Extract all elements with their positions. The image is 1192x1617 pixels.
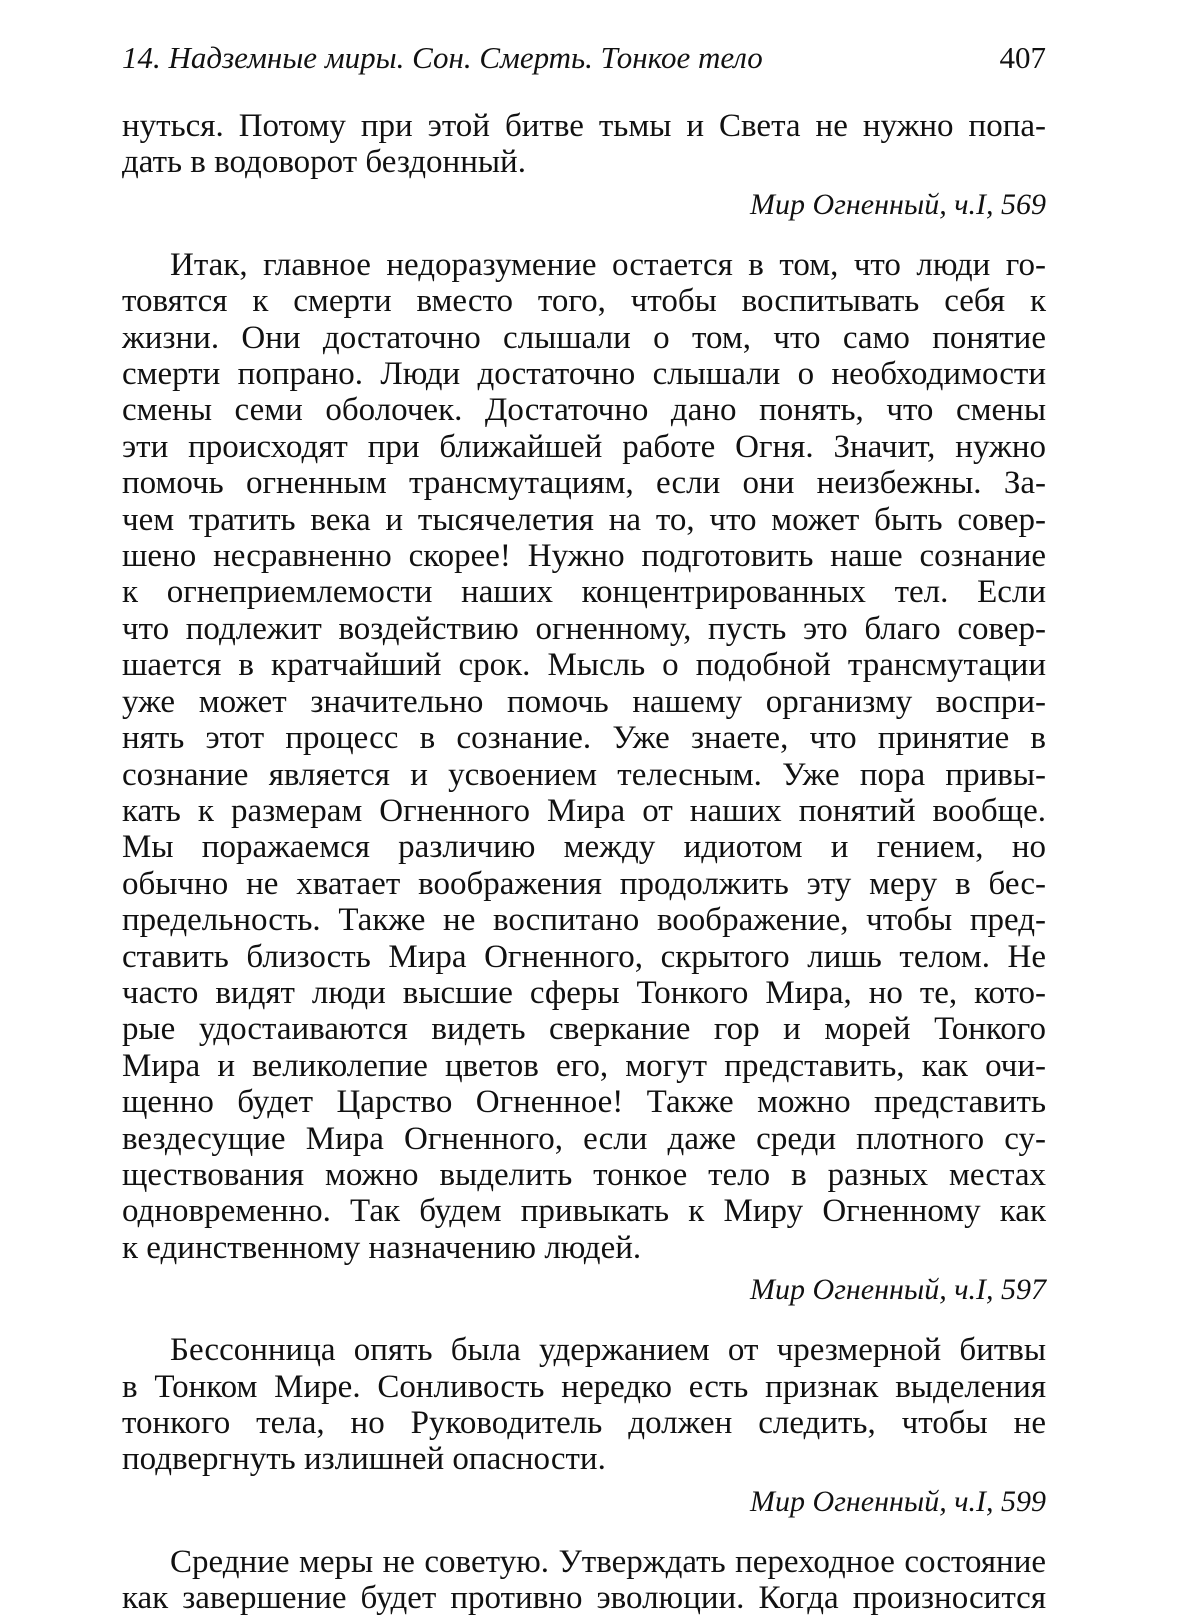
text-line: тонкого тела, но Руководитель должен следить, чтобы не: [122, 1405, 1046, 1441]
chapter-title: 14. Надземные миры. Сон. Смерть. Тонкое тело: [122, 40, 763, 75]
text-line: дать в водоворот бездонный.: [122, 144, 526, 181]
page-body: [122, 108, 1046, 1617]
text-line: предельность. Также не воспитано воображение, чтобы пред-: [122, 902, 1046, 939]
text-line: к единственному назначению людей.: [122, 1229, 642, 1266]
text-line: ставить близость Мира Огненного, скрытого лишь телом. Не: [122, 938, 1046, 975]
text-line: одновременно. Так будем привыкать к Миру Огненному как: [122, 1193, 1046, 1230]
paragraph: [122, 1332, 1046, 1478]
text-line: Итак, главное недоразумение остается в том, что люди го-: [170, 246, 1046, 283]
text-line: что подлежит воздействию огненному, пусть это благо совер-: [122, 610, 1046, 647]
text-line: товятся к смерти вместо того, чтобы воспитывать себя к: [122, 283, 1046, 320]
paragraph: [122, 247, 1046, 1266]
book-page: [122, 38, 1046, 1617]
text-line: жизни. Они достаточно слышали о том, что само понятие: [122, 319, 1046, 356]
text-line: Мира и великолепие цветов его, могут представить, как очи-: [122, 1047, 1046, 1084]
text-line: Мы поражаемся различию между идиотом и гением, но: [122, 829, 1046, 866]
text-line: вездесущие Мира Огненного, если даже среди плотного су-: [122, 1120, 1046, 1157]
text-line: эти происходят при ближайшей работе Огня. Значит, нужно: [122, 428, 1046, 465]
paragraph: [122, 108, 1046, 181]
text-line: часто видят люди высшие сферы Тонкого Мира, но те, кото-: [122, 974, 1046, 1011]
page-number: 407: [999, 40, 1046, 75]
running-header: [122, 38, 1046, 78]
text-line: сознание является и усвоением телесным. Уже пора привы-: [122, 756, 1046, 793]
text-line: ществования можно выделить тонкое тело в разных местах: [122, 1156, 1046, 1193]
text-line: смерти попрано. Люди достаточно слышали о необходимости: [122, 356, 1046, 393]
text-line: чем тратить века и тысячелетия на то, что может быть совер-: [122, 501, 1046, 538]
text-line: как завершение будет противно эволюции. Когда произносится: [122, 1580, 1046, 1617]
text-line: в Тонком Мире. Сонливость нередко есть признак выделения: [122, 1368, 1046, 1405]
text-line: к огнеприемлемости наших концентрированных тел. Если: [122, 574, 1046, 611]
source-citation: Мир Огненный, ч.I, 599: [750, 1484, 1046, 1518]
text-line: шается в кратчайший срок. Мысль о подобной трансмутации: [122, 647, 1046, 684]
text-line: кать к размерам Огненного Мира от наших понятий вообще.: [122, 792, 1046, 829]
text-line: уже может значительно помочь нашему организму воспри-: [122, 683, 1046, 720]
source-citation: Мир Огненный, ч.I, 569: [750, 187, 1046, 221]
text-line: нуться. Потому при этой битве тьмы и Света не нужно попа-: [122, 108, 1046, 144]
text-line: рые удостаиваются видеть сверкание гор и морей Тонкого: [122, 1011, 1046, 1048]
text-line: Средние меры не советую. Утверждать переходное состояние: [170, 1543, 1046, 1580]
text-line: обычно не хватает воображения продолжить эту меру в бес-: [122, 865, 1046, 902]
text-line: шено несравненно скорее! Нужно подготовить наше сознание: [122, 538, 1046, 575]
source-citation: Мир Огненный, ч.I, 597: [750, 1273, 1046, 1307]
text-line: подвергнуть излишней опасности.: [122, 1441, 606, 1478]
text-line: смены семи оболочек. Достаточно дано понять, что смены: [122, 392, 1046, 429]
text-line: помочь огненным трансмутациям, если они неизбежны. За-: [122, 465, 1046, 502]
text-line: нять этот процесс в сознание. Уже знаете, что принятие в: [122, 720, 1046, 757]
text-line: Бессонница опять была удержанием от чрезмерной битвы: [170, 1332, 1046, 1369]
text-line: щенно будет Царство Огненное! Также можно представить: [122, 1084, 1046, 1121]
paragraph: [122, 1544, 1046, 1617]
